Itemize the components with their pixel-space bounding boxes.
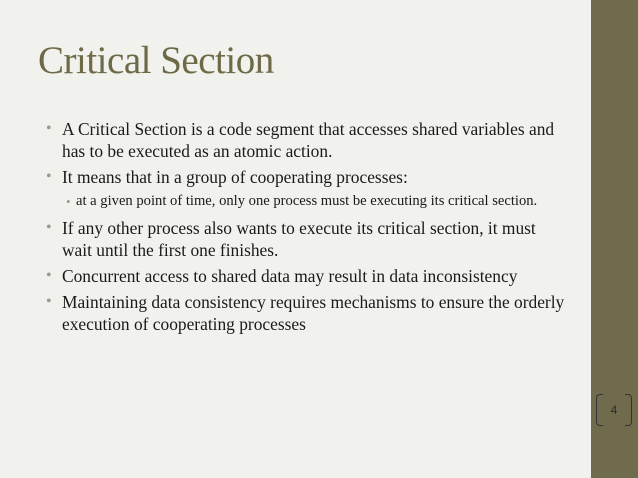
- bullet-list: [46, 118, 566, 339]
- bullet-item: • It means that in a group of cooperating processes:: [46, 166, 566, 188]
- bullet-item: • Concurrent access to shared data may result in data inconsistency: [46, 265, 566, 287]
- page-number: 4: [596, 394, 632, 426]
- sub-bullet-item: • at a given point of time, only one process must be executing its critical section.: [66, 192, 566, 211]
- bullet-item: • If any other process also wants to execute its critical section, it must wait until the first one finishes.: [46, 217, 566, 261]
- bullet-item: • A Critical Section is a code segment that accesses shared variables and has to be executed as an atomic action.: [46, 118, 566, 162]
- slide-title: Critical Section: [38, 39, 274, 82]
- bullet-item: • Maintaining data consistency requires mechanisms to ensure the orderly execution of cooperating processes: [46, 291, 566, 335]
